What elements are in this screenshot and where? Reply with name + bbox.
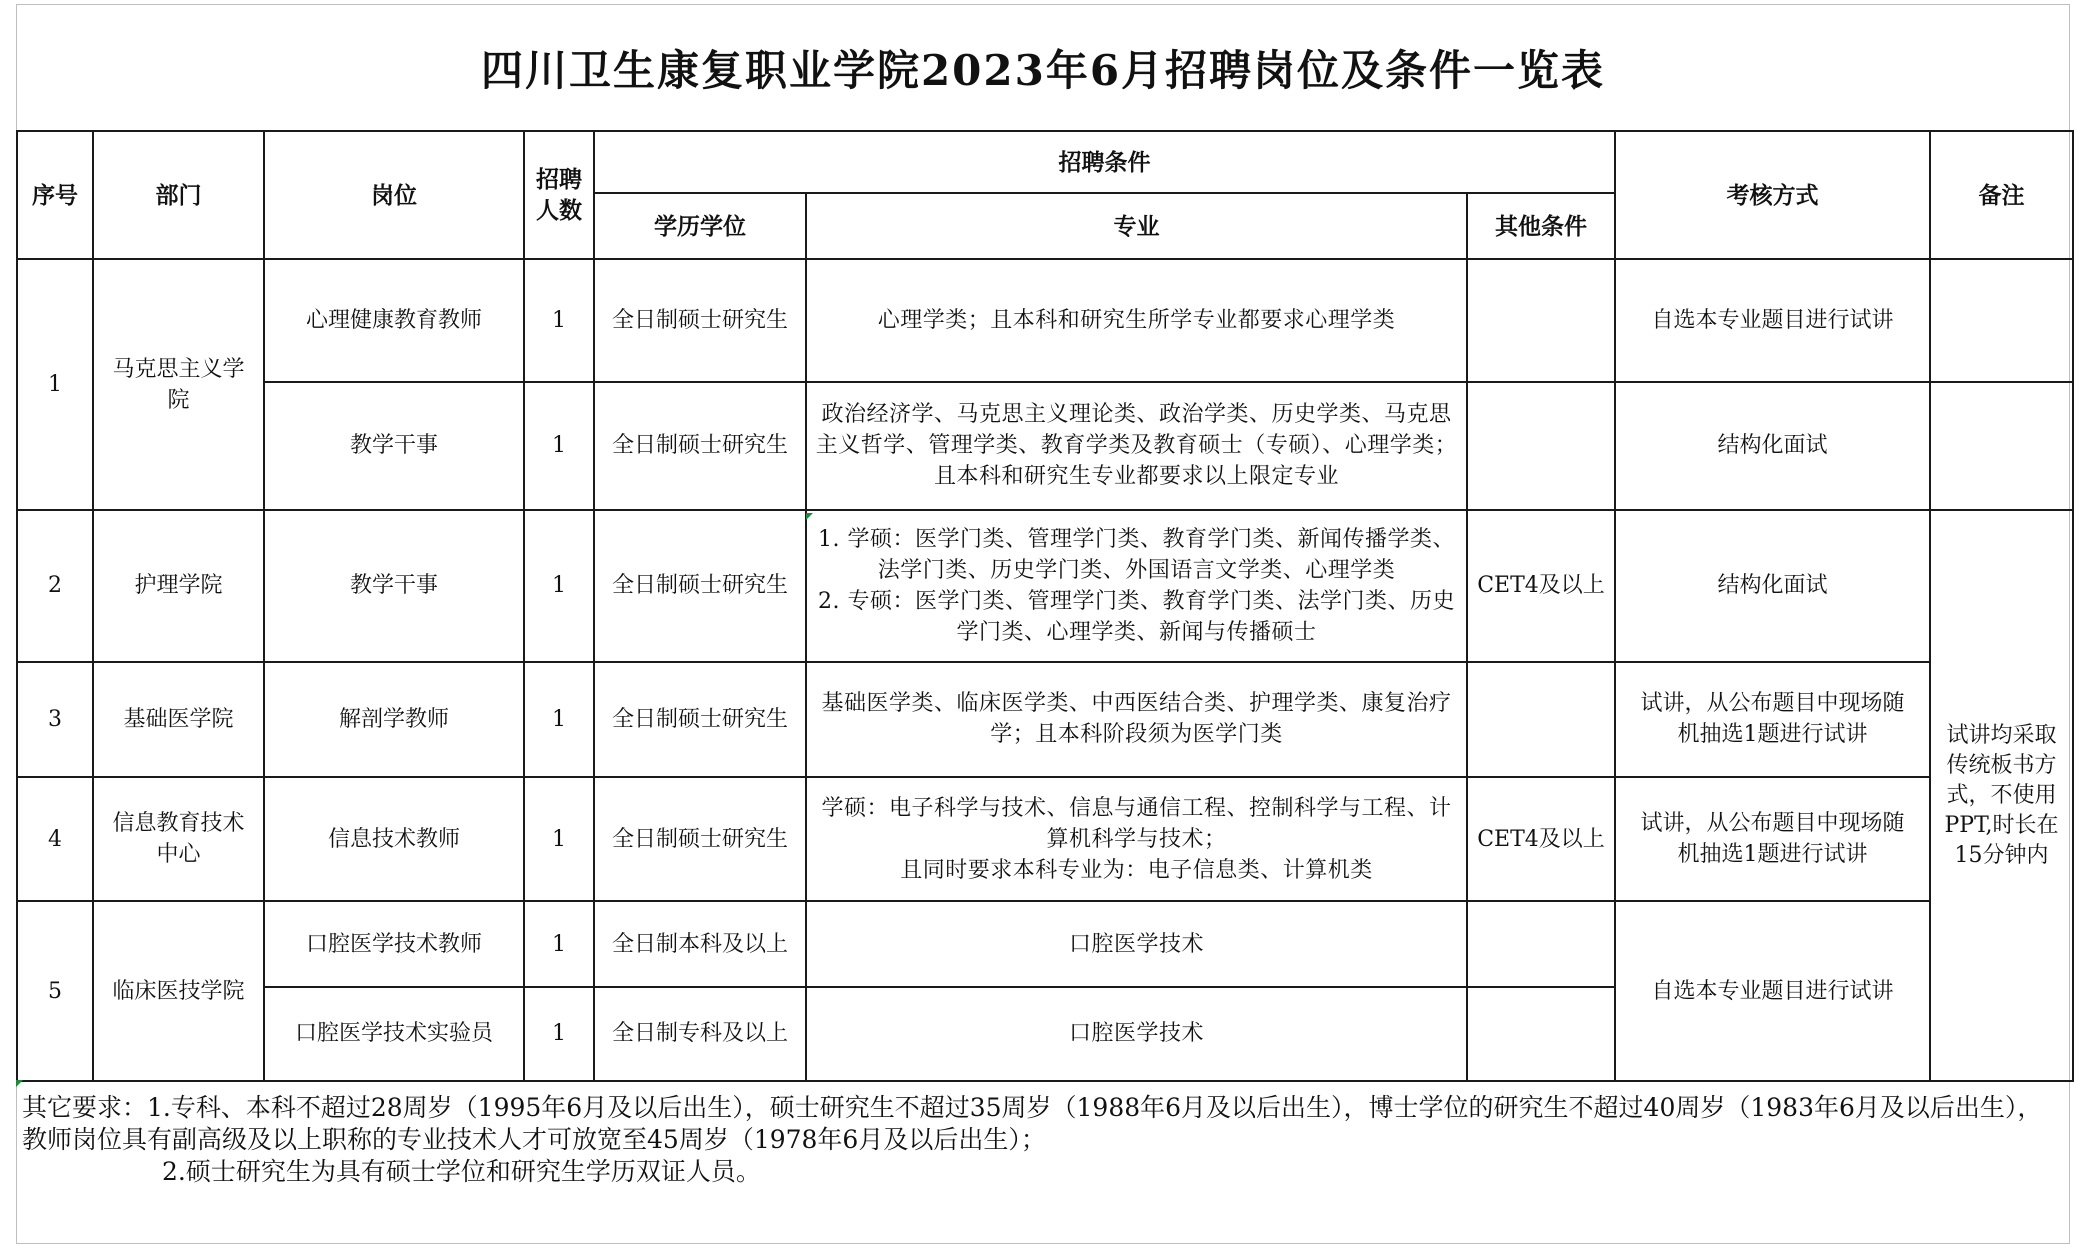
cell-major: 心理学类；且本科和研究生所学专业都要求心理学类 (806, 259, 1467, 381)
page-title: 四川卫生康复职业学院2023年6月招聘岗位及条件一览表 (16, 4, 2070, 130)
cell-post: 信息技术教师 (264, 777, 524, 901)
cell-count: 1 (524, 987, 594, 1081)
header-row-1 (17, 131, 2073, 193)
major-line: 学硕：电子科学与技术、信息与通信工程、控制科学与工程、计算机科学与技术； (821, 795, 1452, 852)
cell-edu: 全日制专科及以上 (594, 987, 806, 1081)
cell-major: 口腔医学技术 (806, 987, 1467, 1081)
cell-edu: 全日制硕士研究生 (594, 777, 806, 901)
comment-marker (16, 1080, 23, 1087)
cell-dept: 临床医技学院 (93, 901, 264, 1081)
cell-edu: 全日制硕士研究生 (594, 510, 806, 661)
cell-count: 1 (524, 259, 594, 381)
cell-other (1467, 901, 1615, 986)
recruitment-table (16, 130, 2074, 1082)
table-row (17, 777, 2073, 901)
header-major: 专业 (806, 193, 1467, 259)
other-requirements-note (22, 1092, 2062, 1188)
cell-seq: 1 (17, 259, 93, 510)
cell-dept: 基础医学院 (93, 662, 264, 777)
cell-dept: 护理学院 (93, 510, 264, 661)
cell-post: 口腔医学技术实验员 (264, 987, 524, 1081)
cell-assess: 试讲，从公布题目中现场随机抽选1题进行试讲 (1615, 662, 1930, 777)
cell-dept: 马克思主义学院 (93, 259, 264, 510)
cell-seq: 2 (17, 510, 93, 661)
header-remark: 备注 (1930, 131, 2073, 259)
cell-edu: 全日制硕士研究生 (594, 662, 806, 777)
table-row (17, 901, 2073, 986)
cell-post: 教学干事 (264, 510, 524, 661)
cell-dept: 信息教育技术中心 (93, 777, 264, 901)
cell-major: 口腔医学技术 (806, 901, 1467, 986)
cell-seq: 4 (17, 777, 93, 901)
cell-remark-top (1930, 259, 2073, 381)
cell-assess: 自选本专业题目进行试讲 (1615, 259, 1930, 381)
cell-post: 教学干事 (264, 382, 524, 510)
table-row (17, 382, 2073, 510)
major-line: 2. 专硕：医学门类、管理学门类、教育学门类、法学门类、历史学门类、心理学类、新闻与传播硕士 (818, 588, 1455, 645)
comment-marker (806, 513, 813, 520)
header-count-line1: 招聘 (536, 166, 582, 194)
header-count-line2: 人数 (536, 197, 582, 225)
cell-assess: 结构化面试 (1615, 510, 1930, 661)
cell-other (1467, 662, 1615, 777)
cell-remark-top (1930, 382, 2073, 510)
header-other: 其他条件 (1467, 193, 1615, 259)
note-line-2: 2.硕士研究生为具有硕士学位和研究生学历双证人员。 (162, 1157, 761, 1186)
cell-major (806, 777, 1467, 901)
note-line-1: 其它要求：1.专科、本科不超过28周岁（1995年6月及以后出生），硕士研究生不超过35周岁（1988年6月及以后出生），博士学位的研究生不超过40周岁（1983年6月及以后出生），教师岗位具有副高级及以上职称的专业技术人才可放宽至45周岁（1978年6月及以后出生）； (22, 1093, 2043, 1154)
table-row (17, 662, 2073, 777)
cell-assess: 自选本专业题目进行试讲 (1615, 901, 1930, 1081)
cell-other (1467, 987, 1615, 1081)
header-count (524, 131, 594, 259)
header-conditions: 招聘条件 (594, 131, 1615, 193)
header-dept: 部门 (93, 131, 264, 259)
cell-assess: 试讲，从公布题目中现场随机抽选1题进行试讲 (1615, 777, 1930, 901)
header-edu: 学历学位 (594, 193, 806, 259)
cell-seq: 3 (17, 662, 93, 777)
major-line: 1. 学硕：医学门类、管理学门类、教育学门类、新闻传播学类、法学门类、历史学门类、外国语言文学类、心理学类 (818, 526, 1455, 583)
header-assess: 考核方式 (1615, 131, 1930, 259)
cell-edu: 全日制本科及以上 (594, 901, 806, 986)
cell-seq: 5 (17, 901, 93, 1081)
cell-count: 1 (524, 382, 594, 510)
table-row (17, 510, 2073, 661)
cell-major: 基础医学类、临床医学类、中西医结合类、护理学类、康复治疗学；且本科阶段须为医学门类 (806, 662, 1467, 777)
cell-other: CET4及以上 (1467, 777, 1615, 901)
cell-count: 1 (524, 901, 594, 986)
cell-major (806, 510, 1467, 661)
header-seq: 序号 (17, 131, 93, 259)
major-line: 且同时要求本科专业为：电子信息类、计算机类 (900, 857, 1373, 883)
cell-post: 解剖学教师 (264, 662, 524, 777)
cell-remark: 试讲均采取传统板书方式，不使用PPT,时长在15分钟内 (1930, 510, 2073, 1081)
cell-count: 1 (524, 662, 594, 777)
cell-edu: 全日制硕士研究生 (594, 382, 806, 510)
cell-post: 心理健康教育教师 (264, 259, 524, 381)
cell-other (1467, 259, 1615, 381)
cell-count: 1 (524, 777, 594, 901)
cell-post: 口腔医学技术教师 (264, 901, 524, 986)
cell-count: 1 (524, 510, 594, 661)
cell-other (1467, 382, 1615, 510)
cell-assess: 结构化面试 (1615, 382, 1930, 510)
table-row (17, 259, 2073, 381)
header-post: 岗位 (264, 131, 524, 259)
cell-edu: 全日制硕士研究生 (594, 259, 806, 381)
cell-other: CET4及以上 (1467, 510, 1615, 661)
cell-major: 政治经济学、马克思主义理论类、政治学类、历史学类、马克思主义哲学、管理学类、教育学类及教育硕士（专硕）、心理学类；且本科和研究生专业都要求以上限定专业 (806, 382, 1467, 510)
